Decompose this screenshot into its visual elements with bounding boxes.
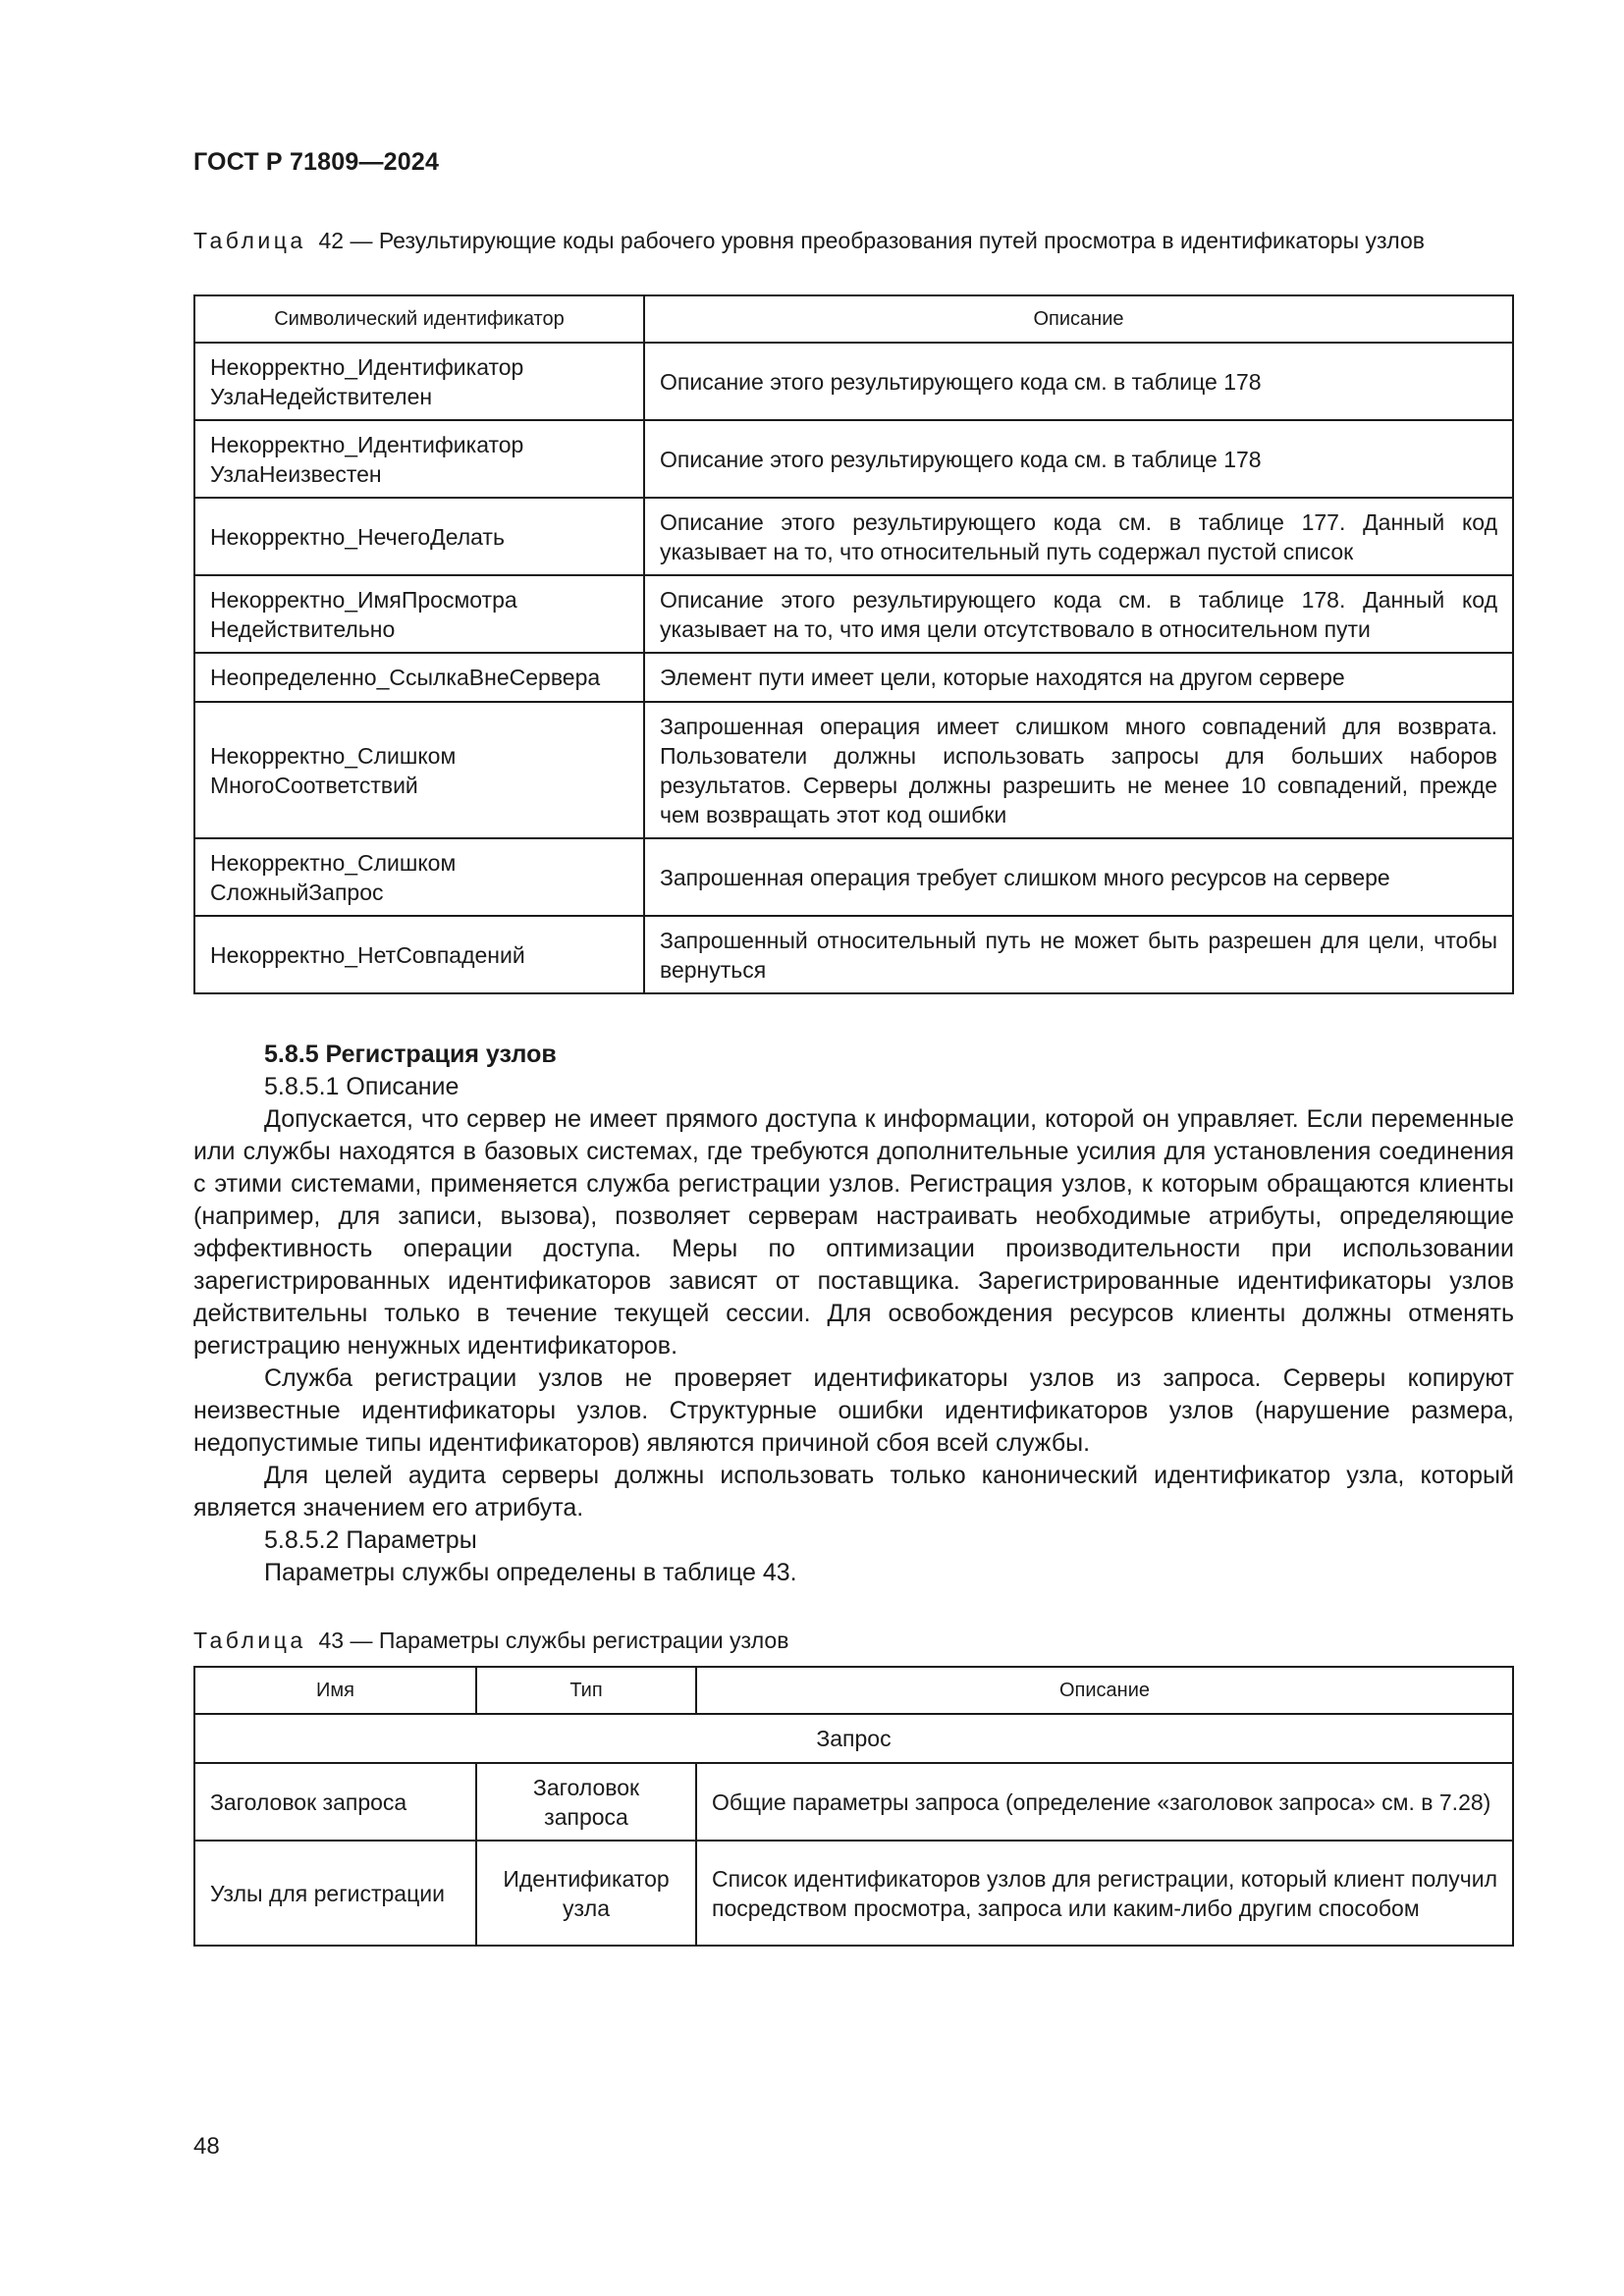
table42-col-desc: Описание: [644, 295, 1513, 343]
subsection-heading: 5.8.5.2 Параметры: [264, 1526, 477, 1554]
row-id: Некорректно_Слишком МногоСоответствий: [194, 702, 644, 838]
document-id: ГОСТ Р 71809—2024: [193, 148, 440, 176]
section-5-8-5: [193, 1039, 1514, 1589]
table43-group-request: Запрос: [194, 1714, 1513, 1763]
paragraph: Служба регистрации узлов не проверяет идентификаторы узлов из запроса. Серверы копируют неизвестные идентификаторы узлов. Структурные ошибки идентификаторов узлов (нарушение размера, недопустимые типы идентификаторов) являются причиной сбоя всей службы.: [193, 1364, 1514, 1457]
table-row: [194, 498, 1513, 575]
table43-col-type: Тип: [476, 1667, 696, 1714]
row-type: Идентификатор узла: [476, 1841, 696, 1946]
table-row: [194, 653, 1513, 702]
row-id: Некорректно_НечегоДелать: [194, 498, 644, 575]
row-desc: Элемент пути имеет цели, которые находятся на другом сервере: [644, 653, 1513, 702]
row-desc: Общие параметры запроса (определение «заголовок запроса» см. в 7.28): [696, 1763, 1513, 1841]
table43-caption-text: 43 — Параметры службы регистрации узлов: [318, 1628, 789, 1653]
row-id: Некорректно_ИмяПросмотра Недействительно: [194, 575, 644, 653]
table-row: [194, 575, 1513, 653]
table-42: [193, 294, 1514, 994]
table43-col-desc: Описание: [696, 1667, 1513, 1714]
row-id: Некорректно_Идентификатор УзлаНеизвестен: [194, 420, 644, 498]
table-43: [193, 1666, 1514, 1947]
row-desc: Запрошенный относительный путь не может быть разрешен для цели, чтобы вернуться: [644, 916, 1513, 993]
row-type: Заголовок запроса: [476, 1763, 696, 1841]
table42-caption-text: 42 — Результирующие коды рабочего уровня преобразования путей просмотра в идентификаторы узлов: [318, 228, 1425, 253]
table42-col-id: Символический идентификатор: [194, 295, 644, 343]
table-row: [194, 1841, 1513, 1946]
section-heading: 5.8.5 Регистрация узлов: [264, 1041, 557, 1068]
row-id: Некорректно_Слишком СложныйЗапрос: [194, 838, 644, 916]
table43-caption: [193, 1626, 1514, 1655]
row-desc: Запрошенная операция имеет слишком много совпадений для возврата. Пользователи должны использовать запросы для больших наборов результатов. Серверы должны разрешить не менее 10 совпадений, прежде чем возвращать этот код ошибки: [644, 702, 1513, 838]
row-desc: Описание этого результирующего кода см. в таблице 177. Данный код указывает на то, что относительный путь содержал пустой список: [644, 498, 1513, 575]
table-row: [194, 343, 1513, 420]
paragraph: Параметры службы определены в таблице 43.: [264, 1559, 797, 1586]
paragraph: Для целей аудита серверы должны использовать только канонический идентификатор узла, который является значением его атрибута.: [193, 1462, 1514, 1522]
table-row: [194, 420, 1513, 498]
table42-caption-label: Таблица: [193, 228, 306, 253]
page-number: 48: [193, 2133, 220, 2160]
row-desc: Запрошенная операция требует слишком много ресурсов на сервере: [644, 838, 1513, 916]
row-id: Некорректно_Идентификатор УзлаНедействителен: [194, 343, 644, 420]
row-desc: Список идентификаторов узлов для регистрации, который клиент получил посредством просмотра, запроса или каким-либо другим способом: [696, 1841, 1513, 1946]
row-id: Неопределенно_СсылкаВнеСервера: [194, 653, 644, 702]
subsection-heading: 5.8.5.1 Описание: [264, 1073, 460, 1100]
row-desc: Описание этого результирующего кода см. в таблице 178: [644, 343, 1513, 420]
table43-col-name: Имя: [194, 1667, 476, 1714]
table-row: [194, 838, 1513, 916]
row-id: Некорректно_НетСовпадений: [194, 916, 644, 993]
row-name: Заголовок запроса: [194, 1763, 476, 1841]
table-row: [194, 916, 1513, 993]
row-desc: Описание этого результирующего кода см. в таблице 178: [644, 420, 1513, 498]
table-row: [194, 1763, 1513, 1841]
table43-caption-label: Таблица: [193, 1628, 306, 1653]
paragraph: Допускается, что сервер не имеет прямого доступа к информации, которой он управляет. Если переменные или службы находятся в базовых системах, где требуются дополнительные усилия для установления соединения с этими системами, применяется служба регистрации узлов. Регистрация узлов, к которым обращаются клиенты (например, для записи, вызова), позволяет серверам настраивать необходимые атрибуты, определяющие эффективность операции доступа. Меры по оптимизации производительности при использовании зарегистрированных идентификаторов зависят от поставщика. Зарегистрированные идентификаторы узлов действительны только в течение текущей сессии. Для освобождения ресурсов клиенты должны отменять регистрацию ненужных идентификаторов.: [193, 1105, 1514, 1360]
table-row: [194, 702, 1513, 838]
table42-caption: [193, 226, 1514, 255]
row-name: Узлы для регистрации: [194, 1841, 476, 1946]
row-desc: Описание этого результирующего кода см. в таблице 178. Данный код указывает на то, что имя цели отсутствовало в относительном пути: [644, 575, 1513, 653]
